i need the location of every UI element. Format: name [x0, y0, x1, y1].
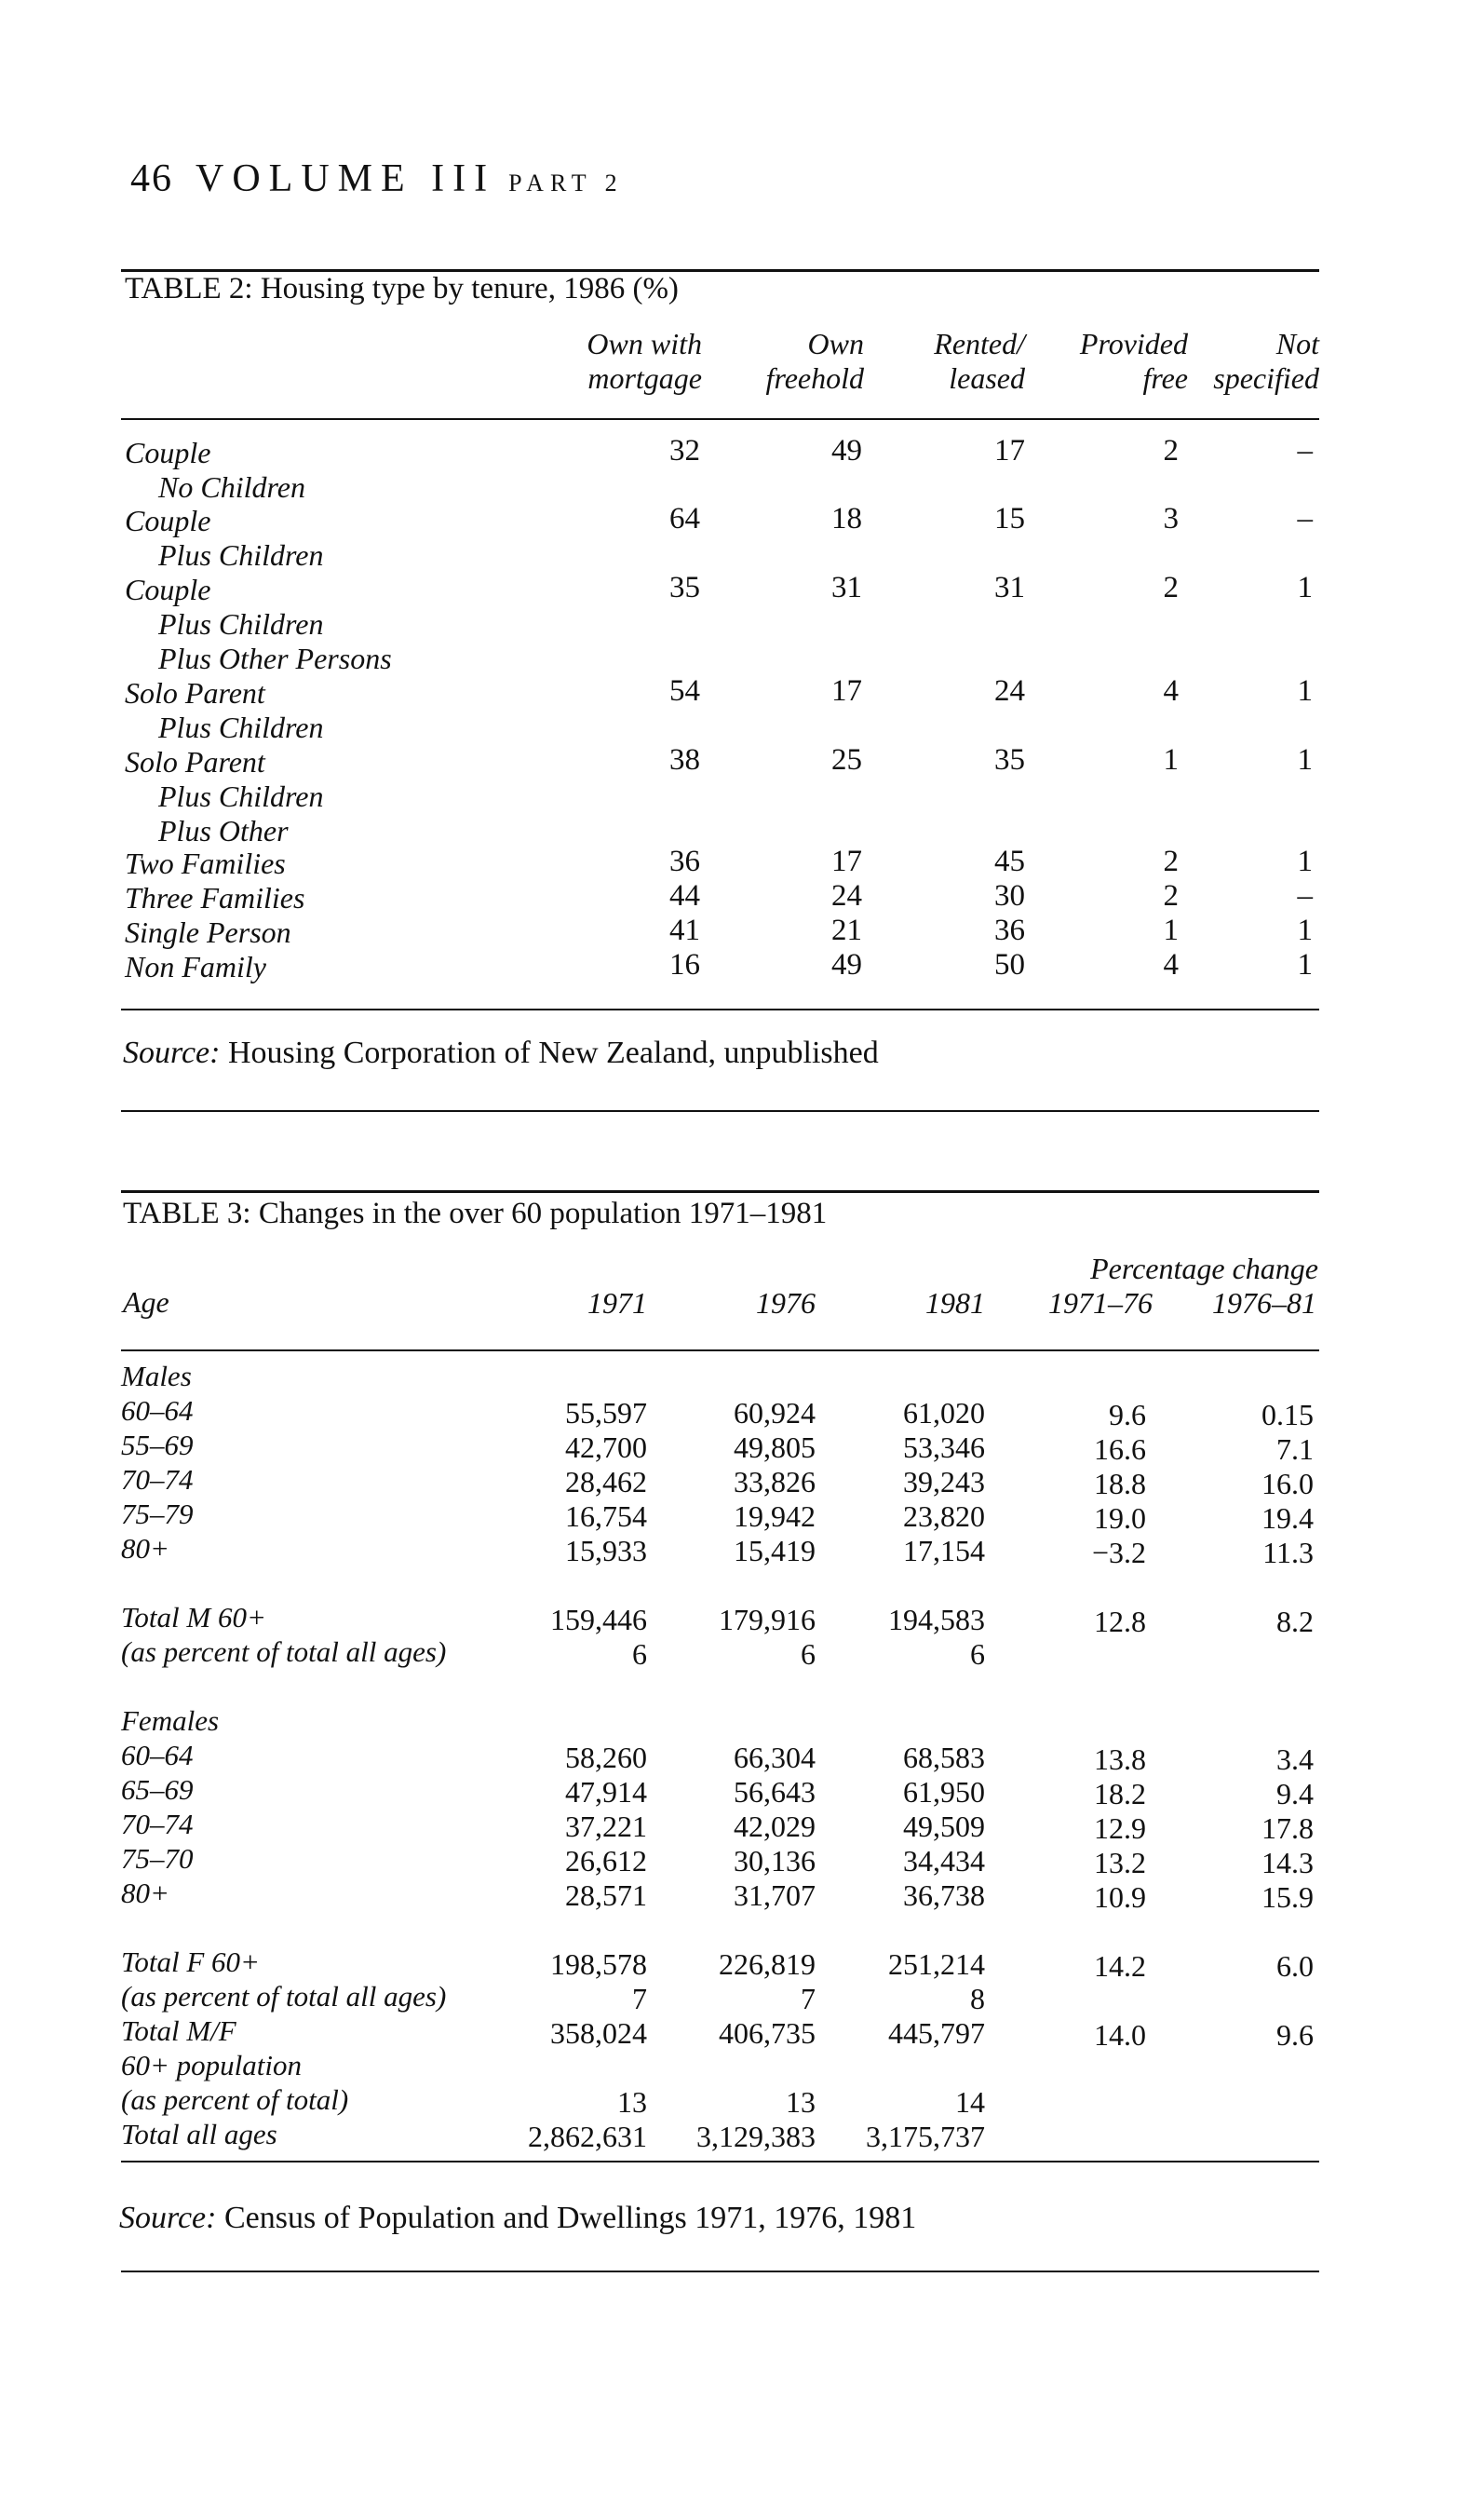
table3-cell: 9.4: [1276, 1777, 1314, 1810]
table2-row-label: Three Families: [125, 881, 305, 915]
table3-end-rule: [121, 2271, 1319, 2272]
table3-cell: 7.1: [1276, 1432, 1314, 1466]
table2-cell: 25: [831, 743, 862, 777]
table2-cell: 24: [831, 879, 862, 913]
table2-cell: 35: [669, 571, 700, 604]
table2-cell: 17: [831, 845, 862, 878]
table2-cell: –: [1297, 502, 1313, 535]
table3-cell: 198,578: [550, 1947, 647, 1981]
table2-cell: 1: [1297, 674, 1313, 708]
table3-cell: 53,346: [903, 1430, 985, 1464]
table3-pct-header: Percentage change: [1090, 1252, 1318, 1285]
table2-row-label: Solo Parent: [125, 676, 265, 710]
table3-cell: 68,583: [903, 1741, 985, 1774]
table3-cell: 179,916: [719, 1603, 816, 1636]
table2-cell: 4: [1163, 674, 1179, 708]
table3-year-header: 1981: [925, 1286, 985, 1320]
table3-cell: 9.6: [1276, 2018, 1314, 2052]
table3-row-label: 75–70: [121, 1842, 194, 1875]
table2-cell: 41: [669, 914, 700, 947]
table2-row-label: Single Person: [125, 915, 291, 949]
table3-row-label: Total all ages: [121, 2118, 277, 2150]
table2-cell: –: [1297, 434, 1313, 468]
table3-row-label: Total M/F: [121, 2014, 236, 2047]
table2-cell: 35: [994, 743, 1025, 777]
running-header: [130, 156, 624, 201]
table3-cell: 26,612: [565, 1844, 647, 1878]
table2-col-header: Not: [1275, 327, 1319, 360]
table2-source-text: Housing Corporation of New Zealand, unpublished: [227, 1036, 879, 1070]
table3-cell: 6: [632, 1637, 647, 1671]
table3-cell: 12.9: [1094, 1811, 1146, 1845]
table2-row-label: Plus Children: [158, 607, 324, 641]
table3-cell: 15,933: [565, 1534, 647, 1567]
table2-row-label: Plus Other: [158, 814, 289, 847]
table3-cell: 36,738: [903, 1878, 985, 1912]
table2-col-subheader: leased: [949, 361, 1025, 395]
table3-year-header: 1971: [587, 1286, 647, 1320]
table3-cell: 28,462: [565, 1465, 647, 1498]
table3-cell: 16.6: [1094, 1432, 1146, 1466]
table3-top-rule: [121, 1190, 1319, 1193]
table3-source-text: Census of Population and Dwellings 1971, 1976, 1981: [223, 2201, 917, 2235]
table3-cell: 406,735: [719, 2016, 816, 2050]
table3-cell: 11.3: [1262, 1536, 1314, 1569]
table2-cell: 15: [994, 502, 1025, 535]
table3-cell: 12.8: [1094, 1605, 1146, 1638]
table2-cell: 1: [1297, 948, 1313, 982]
table2-row-label: Couple: [125, 504, 211, 537]
table2-col-header: Rented/: [934, 327, 1025, 360]
table3-cell: 3,129,383: [696, 2120, 816, 2153]
table3-cell: 23,820: [903, 1499, 985, 1533]
table2-row-label: No Children: [158, 470, 305, 504]
table2-cell: 24: [994, 674, 1025, 708]
table3-cell: 17.8: [1261, 1811, 1314, 1845]
table3-cell: 19.4: [1261, 1501, 1314, 1535]
table3-pct-subheader: 1971–76: [1048, 1286, 1153, 1320]
table2-cell: 2: [1163, 845, 1179, 878]
table3-row-label: (as percent of total): [121, 2083, 349, 2116]
table3-cell: 3.4: [1276, 1742, 1314, 1776]
table2-row-label: Plus Children: [158, 711, 324, 744]
table3-cell: 194,583: [888, 1603, 985, 1636]
table2-col-subheader: specified: [1213, 361, 1319, 395]
table2-cell: 30: [994, 879, 1025, 913]
table3-row-label: 60–64: [121, 1394, 194, 1427]
table2-col-subheader: free: [1142, 361, 1188, 395]
table3-cell: 31,707: [734, 1878, 816, 1912]
table2-cell: 44: [669, 879, 700, 913]
table3-cell: 7: [801, 1982, 816, 2015]
table2-cell: 16: [669, 948, 700, 982]
table3-cell: 15,419: [734, 1534, 816, 1567]
table2-cell: 50: [994, 948, 1025, 982]
table2-cell: 3: [1163, 502, 1179, 535]
table3-cell: 33,826: [734, 1465, 816, 1498]
table3-cell: 16.0: [1261, 1467, 1314, 1500]
table2-cell: 21: [831, 914, 862, 947]
table2-cell: 2: [1163, 571, 1179, 604]
table3-cell: 9.6: [1109, 1398, 1146, 1431]
table3-bottom-rule: [121, 2161, 1319, 2162]
page-number: 46: [130, 157, 173, 200]
table2-cell: –: [1297, 879, 1313, 913]
table2-cell: 32: [669, 434, 700, 468]
table2-row-label: Solo Parent: [125, 745, 265, 779]
table3-row-label: 80+: [121, 1877, 169, 1909]
table2-cell: 18: [831, 502, 862, 535]
table2-cell: 4: [1163, 948, 1179, 982]
table3-cell: 15.9: [1261, 1880, 1314, 1914]
table3-row-label: 80+: [121, 1532, 169, 1565]
table2-row-label: Non Family: [125, 950, 266, 983]
table3-row-label: 60+ population: [121, 2049, 303, 2081]
table3-cell: 42,029: [734, 1810, 816, 1843]
table3-row-label: (as percent of total all ages): [121, 1980, 447, 2013]
table3-pct-subheader: 1976–81: [1212, 1286, 1316, 1320]
table2-bottom-rule: [121, 1009, 1319, 1010]
table3-cell: 37,221: [565, 1810, 647, 1843]
table3-cell: 39,243: [903, 1465, 985, 1498]
table3-cell: 34,434: [903, 1844, 985, 1878]
table2-cell: 17: [994, 434, 1025, 468]
table2-cell: 1: [1297, 743, 1313, 777]
table2-cell: 1: [1163, 743, 1179, 777]
table3-row-label: Total M 60+: [121, 1601, 266, 1634]
table2-row-label: Plus Other Persons: [158, 642, 392, 675]
table3-row-label: 55–69: [121, 1429, 194, 1461]
table3-row-label: Females: [121, 1704, 220, 1737]
table2-cell: 17: [831, 674, 862, 708]
table2-cell: 1: [1297, 845, 1313, 878]
table3-source-label: Source:: [119, 2201, 217, 2235]
table2-cell: 38: [669, 743, 700, 777]
table3-cell: 19,942: [734, 1499, 816, 1533]
table2-col-subheader: freehold: [765, 361, 864, 395]
table2-col-header: Own: [807, 327, 864, 360]
table3-year-header: 1976: [756, 1286, 816, 1320]
table2-row-label: Plus Children: [158, 780, 324, 813]
table2-cell: 45: [994, 845, 1025, 878]
table2-header-rule: [121, 418, 1319, 420]
table3-cell: 13: [617, 2085, 647, 2119]
table2-cell: 1: [1163, 914, 1179, 947]
table3-cell: 14.3: [1261, 1846, 1314, 1879]
table2-end-rule: [121, 1110, 1319, 1112]
table2-cell: 31: [831, 571, 862, 604]
table3-cell: 55,597: [565, 1396, 647, 1430]
table3-title: TABLE 3: Changes in the over 60 population 1971–1981: [123, 1197, 828, 1230]
table3-cell: 13: [786, 2085, 816, 2119]
table2-cell: 1: [1297, 571, 1313, 604]
table2-cell: 49: [831, 434, 862, 468]
table3-cell: 49,805: [734, 1430, 816, 1464]
table3-cell: 358,024: [550, 2016, 647, 2050]
table3-cell: 8.2: [1276, 1605, 1314, 1638]
table3-header-rule: [121, 1349, 1319, 1351]
table3-row-label: (as percent of total all ages): [121, 1635, 447, 1668]
table2-row-label: Couple: [125, 436, 211, 469]
table3-cell: 19.0: [1094, 1501, 1146, 1535]
table3-cell: 18.2: [1094, 1777, 1146, 1810]
table2-cell: 54: [669, 674, 700, 708]
table3-cell: 13.2: [1094, 1846, 1146, 1879]
table3-cell: 6: [970, 1637, 985, 1671]
table2-row-label: Couple: [125, 573, 211, 606]
table3-age-header: Age: [123, 1285, 169, 1319]
table3-row-label: Total F 60+: [121, 1945, 260, 1978]
table2-cell: 64: [669, 502, 700, 535]
table3-cell: 58,260: [565, 1741, 647, 1774]
part-label: PART 2: [508, 169, 624, 197]
table3-cell: 16,754: [565, 1499, 647, 1533]
table3-source: [119, 2201, 916, 2236]
table3-cell: 14.0: [1094, 2018, 1146, 2052]
table2-cell: 1: [1297, 914, 1313, 947]
table2-cell: 36: [669, 845, 700, 878]
table3-cell: 66,304: [734, 1741, 816, 1774]
table3-cell: 60,924: [734, 1396, 816, 1430]
table3-row-label: 70–74: [121, 1463, 194, 1496]
table2-row-label: Two Families: [125, 847, 286, 880]
table3-cell: 13.8: [1094, 1742, 1146, 1776]
table3-cell: 17,154: [903, 1534, 985, 1567]
table3-cell: 30,136: [734, 1844, 816, 1878]
table2-cell: 36: [994, 914, 1025, 947]
table2-source-label: Source:: [123, 1036, 221, 1070]
table2-cell: 2: [1163, 879, 1179, 913]
table3-cell: 28,571: [565, 1878, 647, 1912]
table3-cell: 445,797: [888, 2016, 985, 2050]
table2-cell: 31: [994, 571, 1025, 604]
table3-cell: 159,446: [550, 1603, 647, 1636]
table3-cell: 6.0: [1276, 1949, 1314, 1983]
table3-cell: 61,020: [903, 1396, 985, 1430]
table3-cell: 6: [801, 1637, 816, 1671]
table2-cell: 49: [831, 948, 862, 982]
table3-row-label: 75–79: [121, 1498, 194, 1530]
table2-source: [123, 1036, 879, 1071]
table3-cell: −3.2: [1091, 1536, 1146, 1569]
table3-cell: 14.2: [1094, 1949, 1146, 1983]
table2-col-header: Own with: [587, 327, 702, 360]
table2-title: TABLE 2: Housing type by tenure, 1986 (%): [125, 272, 679, 305]
table3-row-label: 60–64: [121, 1739, 194, 1771]
table3-cell: 2,862,631: [528, 2120, 647, 2153]
table3-cell: 61,950: [903, 1775, 985, 1809]
table3-cell: 8: [970, 1982, 985, 2015]
table3-cell: 226,819: [719, 1947, 816, 1981]
table3-cell: 47,914: [565, 1775, 647, 1809]
table3-cell: 10.9: [1094, 1880, 1146, 1914]
table2-cell: 2: [1163, 434, 1179, 468]
table2-col-subheader: mortgage: [587, 361, 702, 395]
table3-cell: 49,509: [903, 1810, 985, 1843]
table3-row-label: 70–74: [121, 1808, 194, 1840]
table3-row-label: Males: [121, 1360, 192, 1392]
table3-cell: 3,175,737: [866, 2120, 985, 2153]
table2-row-label: Plus Children: [158, 538, 324, 572]
volume-label: VOLUME III: [196, 157, 496, 200]
table3-cell: 0.15: [1261, 1398, 1314, 1431]
table2-col-header: Provided: [1079, 327, 1188, 360]
table3-row-label: 65–69: [121, 1773, 194, 1806]
table3-cell: 18.8: [1094, 1467, 1146, 1500]
table3-cell: 7: [632, 1982, 647, 2015]
table3-cell: 56,643: [734, 1775, 816, 1809]
table3-cell: 14: [955, 2085, 985, 2119]
table3-cell: 42,700: [565, 1430, 647, 1464]
table3-cell: 251,214: [888, 1947, 985, 1981]
